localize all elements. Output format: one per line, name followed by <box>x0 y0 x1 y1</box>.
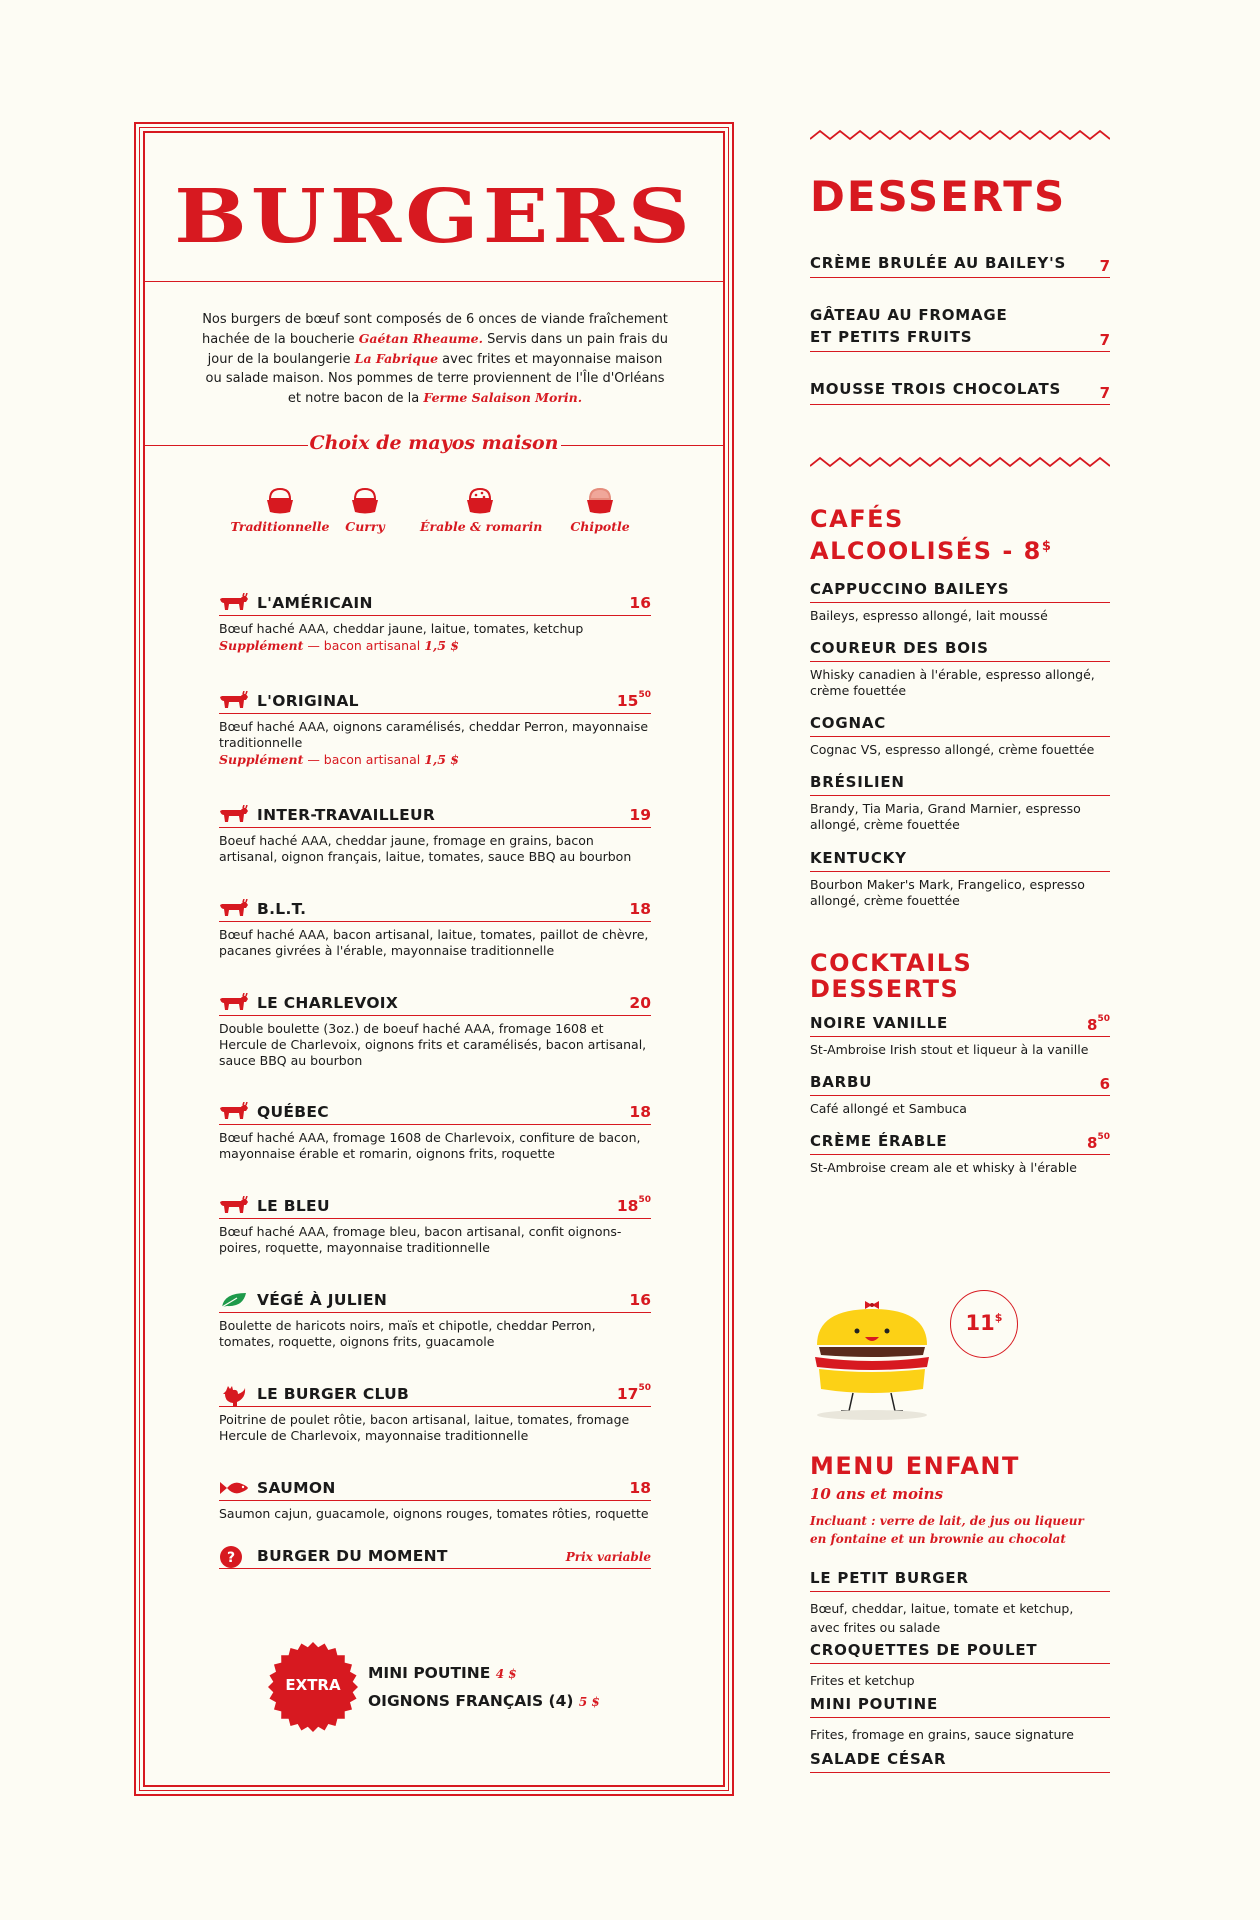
burger-mascot-illustration <box>805 1295 940 1425</box>
item-name: B.L.T. <box>257 900 307 918</box>
item-description: Poitrine de poulet rôtie, bacon artisanal, laitue, tomates, fromage Hercule de Charlevoix, mayonnaise traditionnelle <box>219 1412 630 1443</box>
cow-icon <box>219 1196 249 1220</box>
price-cents: 50 <box>1097 1014 1110 1024</box>
cow-icon <box>219 993 249 1017</box>
cocktails-title-line: DESSERTS <box>810 975 960 1003</box>
item-name: CAPPUCCINO BAILEYS <box>810 580 1010 598</box>
item-name: CROQUETTES DE POULET <box>810 1641 1038 1659</box>
item-description <box>810 1725 1110 1744</box>
item-description <box>810 1599 1110 1637</box>
mayo-option-traditionnelle <box>230 485 330 534</box>
cow-icon <box>219 691 249 715</box>
item-price <box>629 594 651 612</box>
dessert-item <box>810 378 1110 405</box>
burger-item-moment <box>219 1545 651 1569</box>
intro-text: Servis dans un pain frais du jour de la boulangerie <box>207 332 668 367</box>
item-name: L'AMÉRICAIN <box>257 594 373 612</box>
kids-item <box>810 1567 1110 1592</box>
item-name: COUREUR DES BOIS <box>810 639 989 657</box>
burger-item <box>219 898 651 959</box>
burgers-title: BURGERS <box>174 173 694 260</box>
price-dollars: 16 <box>629 1291 651 1309</box>
kids-item <box>810 1639 1110 1664</box>
item-description: Bœuf haché AAA, cheddar jaune, laitue, tomates, ketchup <box>219 621 584 636</box>
item-name: KENTUCKY <box>810 849 907 867</box>
cow-icon <box>219 593 249 617</box>
price-dollars: 18 <box>629 900 651 918</box>
price-cents: 50 <box>638 690 651 700</box>
mayo-label: Érable & romarin <box>420 519 543 534</box>
mayo-option-curry <box>335 485 395 534</box>
item-name: L'ORIGINAL <box>257 692 359 710</box>
cocktails-title-line: COCKTAILS <box>810 949 973 977</box>
price-dollars: 17 <box>616 1385 639 1403</box>
burgers-intro <box>200 310 670 408</box>
item-name: CRÈME BRULÉE AU BAILEY'S <box>810 254 1067 272</box>
dessert-item <box>810 304 1110 352</box>
extra-name: MINI POUTINE <box>368 1664 491 1682</box>
price-dollars: 8 <box>1087 1016 1098 1034</box>
price-dollars: 15 <box>616 692 639 710</box>
item-description-line: Frites et ketchup <box>810 1673 915 1688</box>
item-description: Double boulette (3oz.) de boeuf haché AAA, fromage 1608 et Hercule de Charlevoix, oignons frits et caramélisés, bacon artisanal, sauce BBQ au bourbon <box>219 1021 647 1068</box>
bakery-name: La Fabrique <box>354 351 439 366</box>
price-dollars: 18 <box>629 1479 651 1497</box>
cow-icon <box>219 805 249 829</box>
cafe-item <box>810 712 1110 737</box>
item-price <box>617 1197 651 1215</box>
item-description-line: avec frites ou salade <box>810 1620 941 1635</box>
burger-item <box>219 690 651 769</box>
supplement-text: — bacon artisanal <box>303 752 425 767</box>
mayo-options <box>220 485 660 545</box>
price-dollars: 8 <box>1087 1134 1098 1152</box>
kids-age: 10 ans et moins <box>810 1485 944 1503</box>
cafes-title-line: CAFÉS <box>810 505 904 533</box>
item-name: BRÉSILIEN <box>810 773 905 791</box>
zigzag-divider <box>810 128 1110 142</box>
item-name: INTER-TRAVAILLEUR <box>257 806 436 824</box>
item-description: St-Ambroise cream ale et whisky à l'érable <box>810 1160 1077 1175</box>
item-name: VÉGÉ À JULIEN <box>257 1291 388 1309</box>
item-name: LE BLEU <box>257 1197 330 1215</box>
extra-item <box>368 1660 600 1688</box>
mayo-heading-text: Choix de mayos maison <box>309 432 559 454</box>
item-supplement <box>219 751 651 769</box>
item-name: BURGER DU MOMENT <box>257 1547 448 1565</box>
kids-item <box>810 1748 1110 1773</box>
item-name: SALADE CÉSAR <box>810 1750 947 1768</box>
item-description: Bœuf haché AAA, oignons caramélisés, cheddar Perron, mayonnaise traditionnelle <box>219 719 649 750</box>
item-name: QUÉBEC <box>257 1103 329 1121</box>
supplement-label: Supplément <box>219 638 304 653</box>
cocktail-item <box>810 1130 1110 1155</box>
burger-item <box>219 1195 651 1256</box>
item-price <box>1087 1134 1110 1152</box>
price-dollars: 20 <box>629 994 651 1012</box>
divider <box>143 281 725 282</box>
question-icon <box>219 1546 243 1574</box>
extra-price: 4 $ <box>495 1667 517 1681</box>
kids-title: MENU ENFANT <box>810 1452 1020 1480</box>
item-description: St-Ambroise Irish stout et liqueur à la vanille <box>810 1042 1089 1057</box>
item-price <box>617 692 651 710</box>
kids-price-value: 11 <box>965 1311 995 1335</box>
item-description: Bœuf haché AAA, fromage 1608 de Charlevoix, confiture de bacon, mayonnaise érable et romarin, oignons frits, roquette <box>219 1130 641 1161</box>
item-name: NOIRE VANILLE <box>810 1014 949 1032</box>
item-price <box>629 1103 651 1121</box>
svg-text:?: ? <box>226 1550 236 1566</box>
item-description: Bœuf haché AAA, bacon artisanal, laitue, tomates, paillot de chèvre, pacanes givrées à l'érable, mayonnaise traditionnelle <box>219 927 649 958</box>
zigzag-divider <box>810 455 1110 469</box>
item-name: GÂTEAU AU FROMAGE <box>810 306 1008 324</box>
currency-sign: $ <box>1041 539 1053 554</box>
item-supplement <box>219 637 651 655</box>
farm-name: Ferme Salaison Morin. <box>423 390 583 405</box>
extra-price: 5 $ <box>578 1695 600 1709</box>
price-cents: 50 <box>638 1383 651 1393</box>
mayo-bowl-icon <box>263 485 297 515</box>
currency-sign: $ <box>994 1311 1003 1324</box>
item-description: Saumon cajun, guacamole, oignons rouges, tomates rôties, roquette <box>219 1506 649 1521</box>
leaf-icon <box>219 1290 249 1314</box>
cafes-title-text: ALCOOLISÉS - 8 <box>810 537 1042 565</box>
desserts-title: DESSERTS <box>810 172 1067 221</box>
kids-included-line: en fontaine et un brownie au chocolat <box>810 1532 1066 1546</box>
mayo-label: Curry <box>345 519 385 534</box>
item-name: MOUSSE TROIS CHOCOLATS <box>810 380 1062 398</box>
price-dollars: 18 <box>616 1197 639 1215</box>
cow-icon <box>219 899 249 923</box>
extra-badge <box>268 1642 358 1732</box>
item-price <box>629 1479 651 1497</box>
item-name: MINI POUTINE <box>810 1695 939 1713</box>
mayo-label: Traditionnelle <box>230 519 330 534</box>
item-price: 7 <box>1099 331 1110 349</box>
mayo-bowl-icon <box>463 485 497 515</box>
supplement-label: Supplément <box>219 752 304 767</box>
burger-item <box>219 1101 651 1162</box>
price-dollars: 16 <box>629 594 651 612</box>
item-name: SAUMON <box>257 1479 336 1497</box>
extra-item <box>368 1688 600 1716</box>
item-name: LE PETIT BURGER <box>810 1569 969 1587</box>
mayo-label: Chipotle <box>570 519 630 534</box>
fish-icon <box>219 1478 249 1502</box>
mayo-bowl-icon <box>348 485 382 515</box>
kids-price <box>951 1311 1017 1335</box>
item-description-line: Frites, fromage en grains, sauce signature <box>810 1727 1074 1742</box>
extras-list <box>368 1660 600 1716</box>
extra-name: OIGNONS FRANÇAIS (4) <box>368 1692 574 1710</box>
burger-item <box>219 1477 651 1522</box>
butcher-name: Gaétan Rheaume. <box>358 331 483 346</box>
item-description: Boulette de haricots noirs, maïs et chipotle, cheddar Perron, tomates, roquette, oignons frits, guacamole <box>219 1318 596 1349</box>
item-price <box>629 900 651 918</box>
price-dollars: 6 <box>1099 1075 1110 1093</box>
item-name: BARBU <box>810 1073 873 1091</box>
item-description: Baileys, espresso allongé, lait moussé <box>810 608 1048 623</box>
price-cents: 50 <box>638 1195 651 1205</box>
item-name: LE BURGER CLUB <box>257 1385 410 1403</box>
intro-text: avec frites et mayonnaise maison ou salade maison. Nos pommes de terre proviennent de l'Île d'Orléans et notre bacon de la <box>205 352 665 406</box>
supplement-text: — bacon artisanal <box>303 638 425 653</box>
kids-included-line: Incluant : verre de lait, de jus ou liqueur <box>810 1514 1084 1528</box>
cocktail-item <box>810 1012 1110 1037</box>
item-description: Boeuf haché AAA, cheddar jaune, fromage en grains, bacon artisanal, oignon français, laitue, tomates, sauce BBQ au bourbon <box>219 833 632 864</box>
burger-item <box>219 992 651 1069</box>
cocktail-item <box>810 1071 1110 1096</box>
item-name: LE CHARLEVOIX <box>257 994 399 1012</box>
item-name: CRÈME ÉRABLE <box>810 1132 948 1150</box>
supplement-price: 1,5 $ <box>424 638 459 653</box>
item-price: 7 <box>1099 257 1110 275</box>
burger-item <box>219 1383 651 1444</box>
item-description: Cognac VS, espresso allongé, crème fouettée <box>810 742 1095 757</box>
kids-price-badge <box>950 1290 1018 1358</box>
price-dollars: 19 <box>629 806 651 824</box>
item-name: ET PETITS FRUITS <box>810 328 973 346</box>
item-price <box>617 1385 651 1403</box>
supplement-price: 1,5 $ <box>424 752 459 767</box>
item-description: Brandy, Tia Maria, Grand Marnier, espresso allongé, crème fouettée <box>810 801 1081 832</box>
kids-included <box>810 1512 1084 1548</box>
item-description: Bourbon Maker's Mark, Frangelico, espresso allongé, crème fouettée <box>810 877 1085 908</box>
mayo-heading <box>143 430 725 460</box>
kids-item <box>810 1693 1110 1718</box>
item-description-line: Bœuf, cheddar, laitue, tomate et ketchup, <box>810 1601 1074 1616</box>
item-price <box>629 994 651 1012</box>
cafes-title-line <box>810 533 1052 565</box>
item-description: Café allongé et Sambuca <box>810 1101 967 1116</box>
item-price <box>629 806 651 824</box>
price-cents: 50 <box>1097 1132 1110 1142</box>
item-price: 7 <box>1099 384 1110 402</box>
cow-icon <box>219 1102 249 1126</box>
burger-item <box>219 804 651 865</box>
cafe-item <box>810 637 1110 662</box>
burger-item <box>219 1289 651 1350</box>
item-description: Whisky canadien à l'érable, espresso allongé, crème fouettée <box>810 667 1095 698</box>
item-description: Bœuf haché AAA, fromage bleu, bacon artisanal, confit oignons-poires, roquette, mayonnaise traditionnelle <box>219 1224 622 1255</box>
item-name: COGNAC <box>810 714 887 732</box>
mayo-option-chipotle <box>560 485 640 534</box>
price-dollars: 18 <box>629 1103 651 1121</box>
item-price <box>1100 1075 1110 1093</box>
mayo-bowl-icon <box>583 485 617 515</box>
cafe-item <box>810 771 1110 796</box>
item-description <box>810 1671 1110 1690</box>
cafe-item <box>810 847 1110 872</box>
intro-text: Nos burgers de bœuf sont composés de 6 onces de viande fraîchement hachée de la boucherie <box>202 312 668 347</box>
item-price <box>629 1291 651 1309</box>
chicken-icon <box>219 1384 249 1412</box>
item-price: Prix variable <box>565 1550 651 1564</box>
item-price <box>1087 1016 1110 1034</box>
cafes-title <box>810 505 1052 565</box>
mayo-option-erable <box>420 485 543 534</box>
cafe-item <box>810 578 1110 603</box>
burger-item <box>219 592 651 655</box>
extra-badge-label: EXTRA <box>285 1676 341 1694</box>
dessert-item <box>810 252 1110 278</box>
cocktails-title <box>810 950 972 1002</box>
